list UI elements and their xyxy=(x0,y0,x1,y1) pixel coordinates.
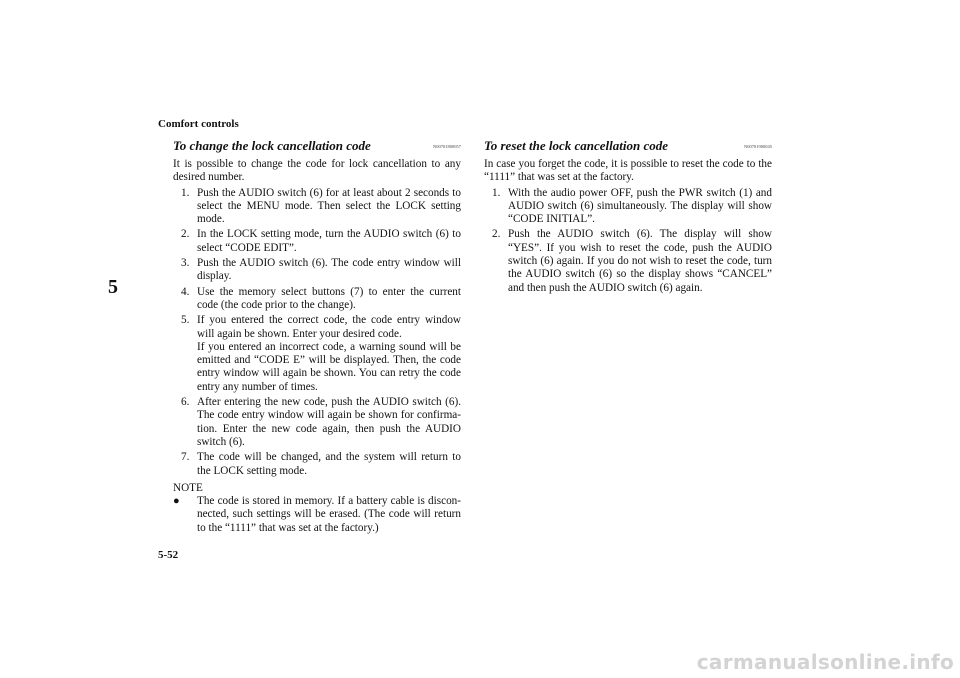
bullet-icon: ● xyxy=(173,495,180,508)
step-text: If you entered the correct code, the code entry window will again be shown. Enter your desired code. xyxy=(197,314,461,340)
step-number: 1. xyxy=(492,186,501,199)
note-text: The code is stored in memory. If a battery cable is discon-nected, such settings will be erased. (The code will return to the “1111” that was set at the factory.) xyxy=(197,495,461,534)
section-heading-reset-code xyxy=(484,137,772,154)
watermark: carmanualsonline.info xyxy=(696,650,954,674)
step-number: 6. xyxy=(181,396,190,409)
list-item xyxy=(181,187,461,227)
step-text: Push the AUDIO switch (6) for at least about 2 seconds to select the MENU mode. Then select the LOCK setting mode. xyxy=(197,186,461,226)
step-number: 3. xyxy=(181,257,190,270)
list-item xyxy=(181,314,461,394)
list-item xyxy=(492,187,772,227)
right-column xyxy=(484,137,772,295)
list-item xyxy=(181,451,461,478)
step-number: 4. xyxy=(181,285,190,298)
step-number: 5. xyxy=(181,314,190,327)
note-label: NOTE xyxy=(173,481,203,494)
section-title: Comfort controls xyxy=(158,118,239,130)
step-list xyxy=(173,187,461,478)
step-text: After entering the new code, push the AUDIO switch (6). The code entry window will again be shown for confirma-tion. Enter the new code again, then push the AUDIO switch (6). xyxy=(197,396,461,448)
list-item xyxy=(181,228,461,255)
step-list xyxy=(484,187,772,295)
heading-text: To change the lock cancellation code xyxy=(173,138,371,153)
list-item xyxy=(181,257,461,284)
list-item xyxy=(492,228,772,294)
step-number: 2. xyxy=(492,228,501,241)
step-text: Use the memory select buttons (7) to enter the current code (the code prior to the change). xyxy=(197,285,461,311)
step-number: 2. xyxy=(181,228,190,241)
page-number: 5-52 xyxy=(158,549,179,561)
step-text-continued: If you entered an incorrect code, a warning sound will be emitted and “CODE E” will be displayed. Then, the code entry window will again be shown. You can retry the code entry any number of times. xyxy=(197,340,461,393)
list-item xyxy=(181,396,461,449)
note-item xyxy=(173,495,461,535)
chapter-tab: 5 xyxy=(108,276,118,298)
step-text: Push the AUDIO switch (6). The code entry window will display. xyxy=(197,257,461,283)
step-text: Push the AUDIO switch (6). The display will show “YES”. If you wish to reset the code, push the AUDIO switch (6) again. If you do not wish to reset the code, turn the AUDIO switch (6) so the display shows “CANCEL” and then push the AUDIO switch (6) again. xyxy=(508,228,772,294)
reference-code: N00701800057 xyxy=(433,144,461,149)
step-text: With the audio power OFF, push the PWR switch (1) and AUDIO switch (6) simultaneously. The display will show “CODE INITIAL”. xyxy=(508,186,772,226)
step-text: The code will be changed, and the system will return to the LOCK setting mode. xyxy=(197,451,461,477)
step-number: 7. xyxy=(181,451,190,464)
section-heading-change-code xyxy=(173,137,461,154)
list-item xyxy=(181,286,461,313)
step-number: 1. xyxy=(181,186,190,199)
intro-paragraph: In case you forget the code, it is possible to reset the code to the “1111” that was set at the factory. xyxy=(484,158,772,184)
heading-text: To reset the lock cancellation code xyxy=(484,138,669,153)
intro-paragraph: It is possible to change the code for lock cancellation to any desired number. xyxy=(173,158,461,184)
left-column xyxy=(173,137,461,535)
step-text: In the LOCK setting mode, turn the AUDIO switch (6) to select “CODE EDIT”. xyxy=(197,228,461,254)
reference-code: N00701900045 xyxy=(744,144,772,149)
